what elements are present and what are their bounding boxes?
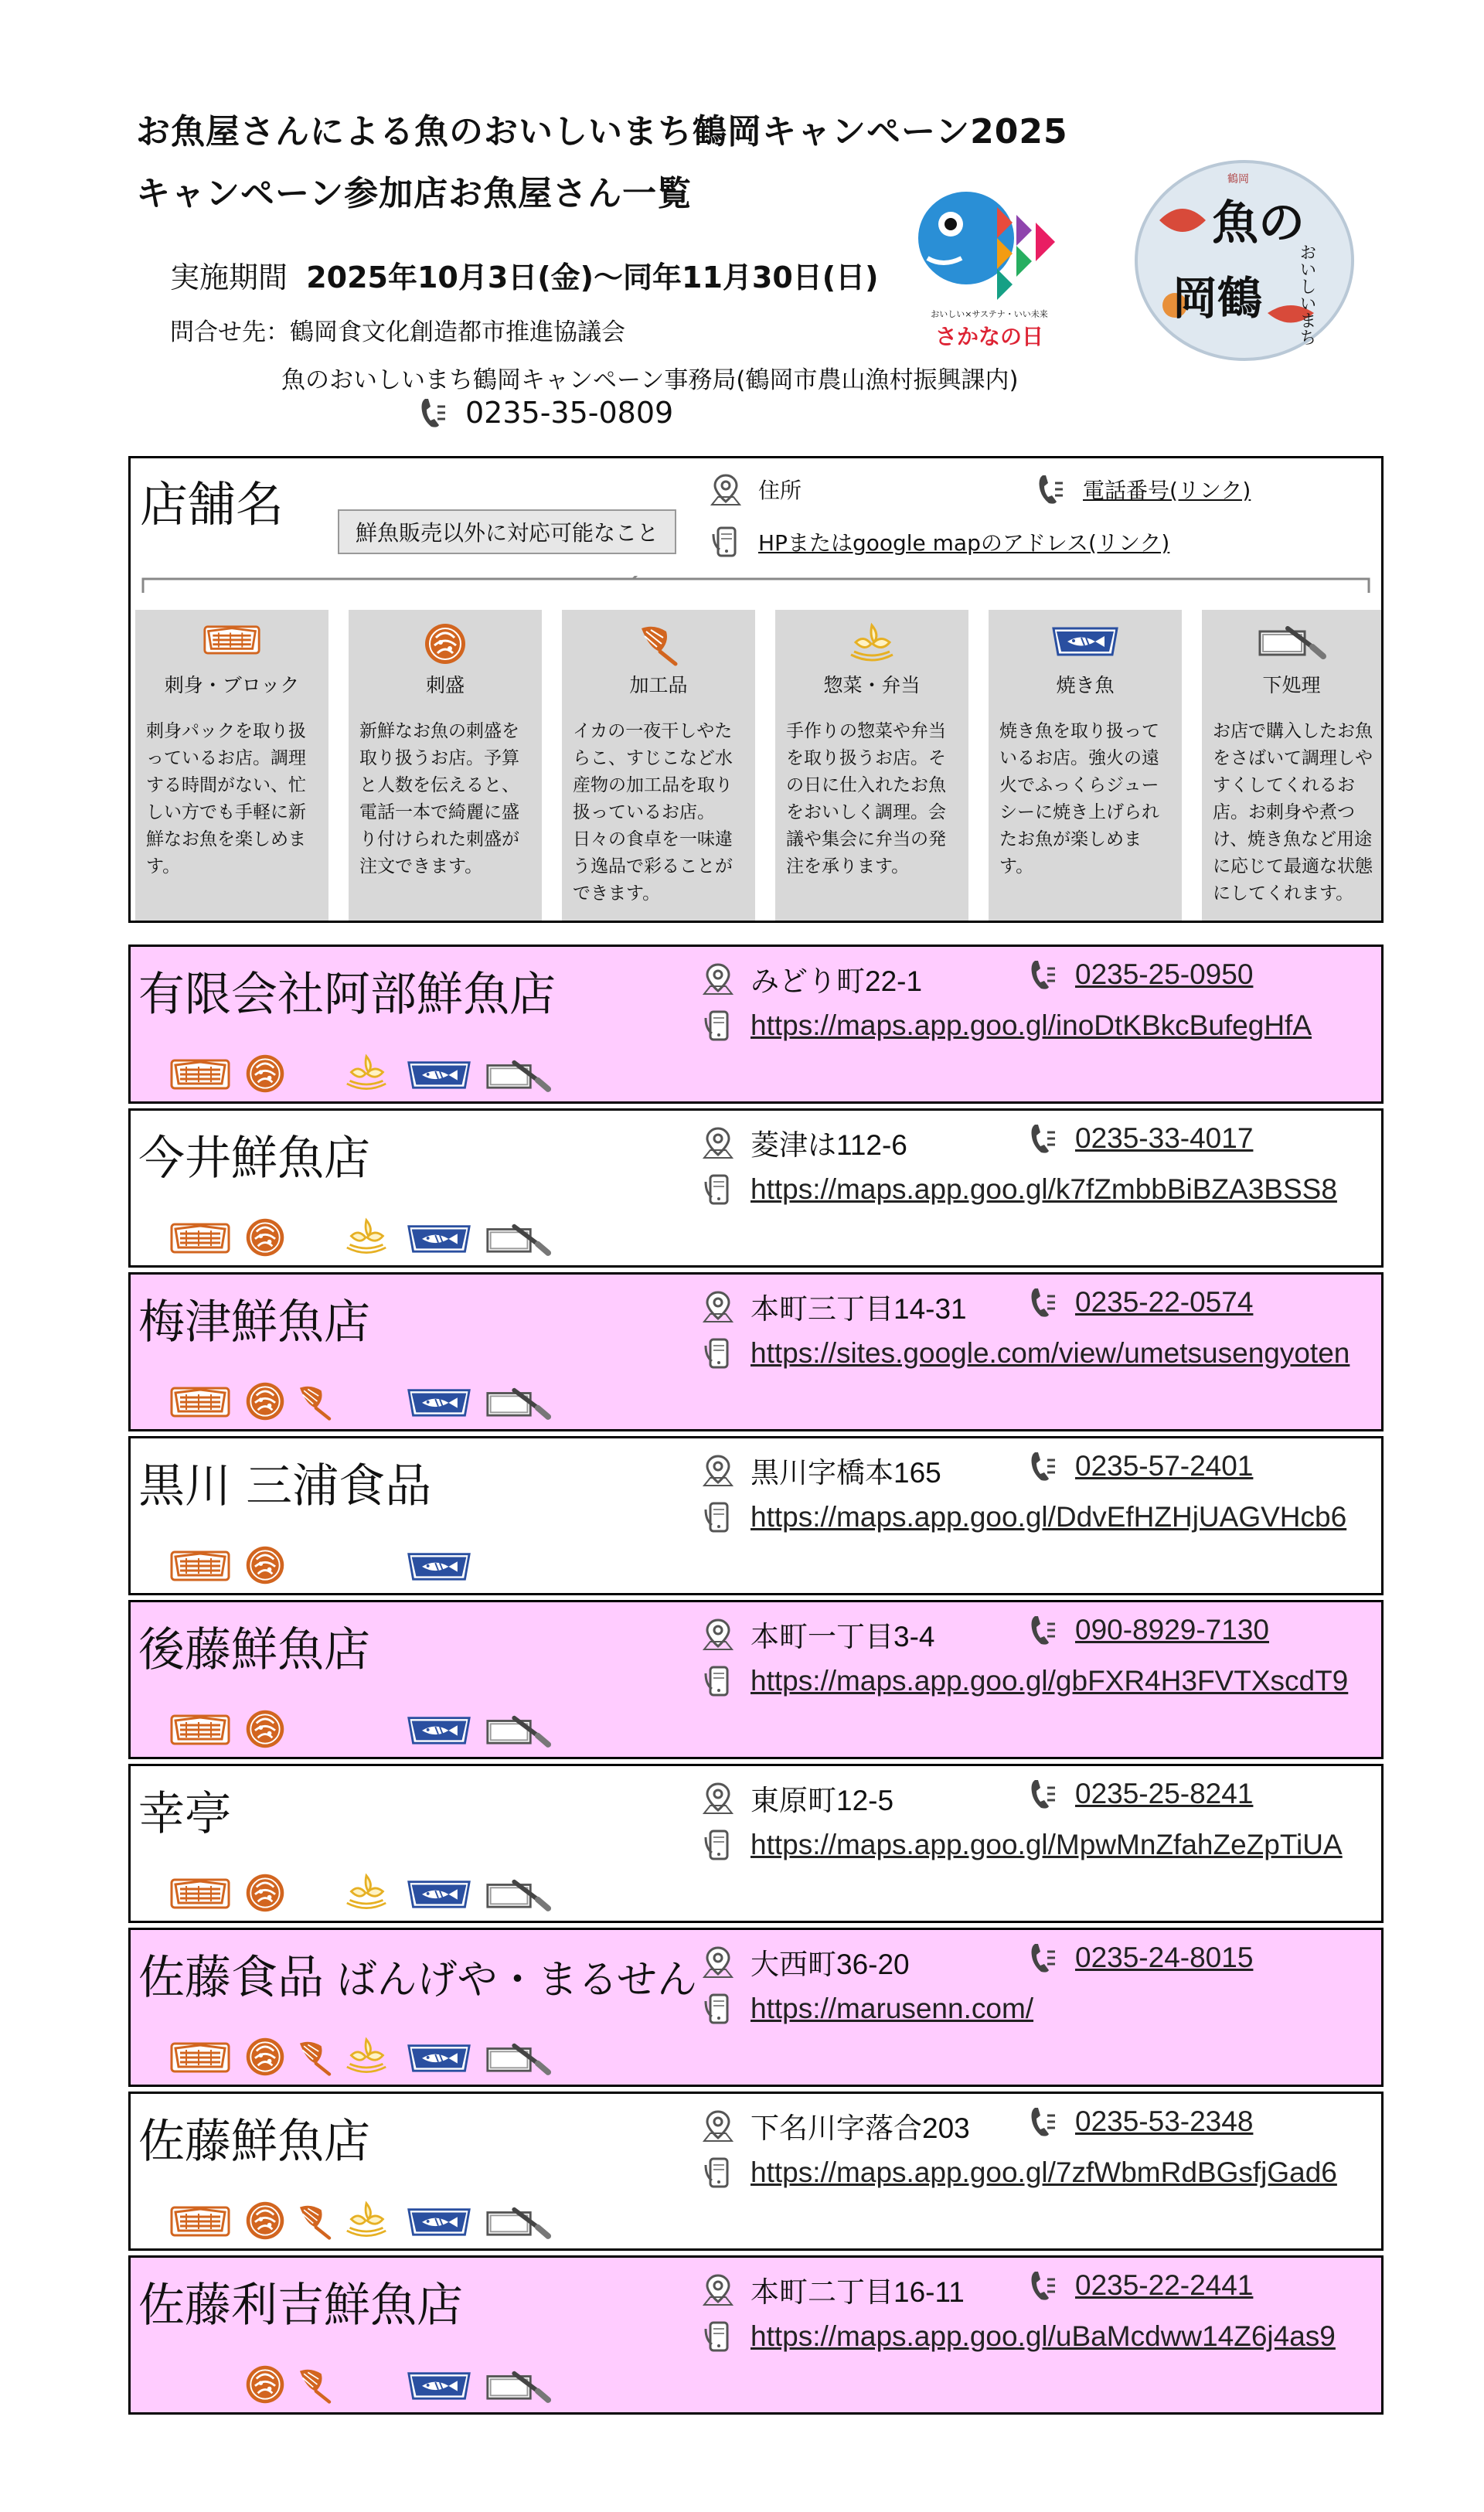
fish-prep-icon (485, 2038, 551, 2075)
processed-food-icon (294, 2364, 335, 2405)
grilled-fish-icon (406, 1055, 472, 1092)
fish-prep-icon (485, 2202, 551, 2239)
contact-phone-number: 0235-35-0809 (465, 396, 674, 430)
grilled-fish-icon (406, 1874, 472, 1911)
store-url-link[interactable] (703, 2156, 1337, 2190)
category-description: イカの一夜干しやたらこ、すじこなど水産物の加工品を取り扱っているお店。日々の食卓を一味違う逸品で彩ることができます。 (573, 721, 733, 904)
store-url-link-text[interactable]: https://maps.app.goo.gl/MpwMnZfahZeZpTiUA (751, 1829, 1343, 1860)
mobile-icon (703, 1828, 733, 1862)
store-address-text: みどり町22-1 (751, 965, 923, 997)
phone-icon (1027, 1449, 1058, 1483)
category-name: 刺盛 (425, 674, 465, 696)
category-description: 刺身パックを取り扱っているお店。調理する時間がない、忙しい方でも手軽に新鮮なお魚を楽しめます。 (146, 721, 306, 876)
store-url-link-text[interactable]: https://maps.app.goo.gl/k7fZmbbBiBZA3BSS8 (751, 1173, 1337, 1205)
phone-icon (1027, 2105, 1058, 2139)
store-name-main: 今井鮮魚店 (138, 1132, 370, 1186)
processed-food-icon (635, 621, 682, 667)
page-subtitle: キャンペーン参加店お魚屋さん一覧 (136, 174, 693, 213)
store-url-link[interactable] (703, 1173, 1337, 1207)
deli-bento-icon (341, 1052, 392, 1095)
category-grilled-fish (989, 610, 1182, 921)
processed-food-icon (294, 1381, 335, 1421)
category-name: 下処理 (1262, 674, 1321, 696)
category-description: お店で購入したお魚をさばいて調理しやすくしてくれるお店。お刺身や煮つけ、焼き魚など用途に応じて最適な状態にしてくれます。 (1213, 721, 1373, 904)
legend-services-note: 鮮魚販売以外に対応可能なこと (338, 509, 676, 554)
store-name (138, 1777, 231, 1843)
tsuruoka-city-text: 鶴岡 (1165, 274, 1262, 319)
store-url-link[interactable] (703, 1992, 1033, 2026)
contact-phone (417, 396, 673, 430)
store-name-main: 梅津鮮魚店 (138, 1295, 370, 1350)
tsuruoka-small-text: 鶴岡 (1227, 173, 1249, 186)
phone-icon (1027, 1941, 1058, 1975)
store-name-main: 後藤鮮魚店 (138, 1623, 370, 1677)
category-name: 惣菜・弁当 (823, 674, 921, 696)
legend-phone-text: 電話番号(リンク) (1083, 478, 1251, 503)
sashimi-platter-icon (243, 1216, 287, 1259)
mobile-icon (703, 1664, 733, 1698)
store-url-link[interactable] (703, 1009, 1312, 1043)
deli-bento-icon (341, 2199, 392, 2242)
fish-prep-icon (485, 1874, 551, 1911)
store-phone-link-text[interactable]: 0235-24-8015 (1075, 1942, 1254, 1973)
map-pin-icon (703, 1617, 733, 1651)
sashimi-block-icon (169, 1218, 231, 1257)
store-address (703, 958, 922, 999)
store-row (128, 1436, 1384, 1595)
store-phone-link[interactable] (1027, 2269, 1253, 2303)
mobile-icon (703, 2320, 733, 2354)
store-phone-link-text[interactable]: 0235-25-0950 (1075, 958, 1254, 990)
sashimi-block-icon (169, 1874, 231, 1912)
fish-prep-icon (1257, 621, 1326, 659)
store-url-link-text[interactable]: https://maps.app.goo.gl/DdvEfHZHjUAGVHcb6 (751, 1501, 1347, 1533)
processed-food-icon (294, 2037, 335, 2077)
store-address-text: 下名川字落合203 (751, 2112, 970, 2144)
store-url-link-text[interactable]: https://maps.app.goo.gl/uBaMcdww14Z6j4as9 (751, 2320, 1336, 2352)
campaign-period (170, 254, 879, 296)
store-address (703, 1777, 893, 1819)
legend-hp-text: HPまたはgoogle mapのアドレス(リンク) (758, 530, 1170, 556)
store-phone-link[interactable] (1027, 1285, 1253, 1319)
store-name (138, 1122, 370, 1188)
legend-box (128, 456, 1384, 923)
map-pin-icon (703, 962, 733, 996)
category-sashimi-block (135, 610, 328, 921)
store-phone-link-text[interactable]: 0235-33-4017 (1075, 1122, 1254, 1154)
store-name (138, 1449, 431, 1516)
sashimi-block-icon (203, 621, 261, 658)
fish-prep-icon (485, 1710, 551, 1748)
store-name-main: 佐藤食品 (138, 1951, 324, 2005)
tsuruoka-logo (1128, 158, 1360, 363)
store-address (703, 1122, 907, 1163)
store-address-text: 本町一丁目3-4 (751, 1621, 935, 1653)
store-address (703, 2269, 965, 2310)
store-row (128, 945, 1384, 1104)
store-url-link-text[interactable]: https://maps.app.goo.gl/gbFXR4H3FVTXscdT9 (751, 1665, 1349, 1697)
store-phone-link[interactable] (1027, 1449, 1253, 1483)
grilled-fish-icon (406, 1710, 472, 1748)
store-row (128, 1108, 1384, 1268)
grilled-fish-icon (406, 1219, 472, 1256)
sashimi-platter-icon (243, 2363, 287, 2406)
mobile-icon (703, 1992, 733, 2026)
store-url-link[interactable] (703, 1500, 1346, 1534)
store-phone-link-text[interactable]: 0235-25-8241 (1075, 1778, 1254, 1809)
map-pin-icon (710, 472, 741, 506)
category-sashimi-platter (349, 610, 542, 921)
category-fish-prep (1202, 610, 1381, 921)
store-name-main: 佐藤鮮魚店 (138, 2115, 370, 2169)
store-address (703, 1613, 934, 1655)
tsuruoka-sub-text: おいしいまち (1297, 243, 1316, 345)
store-address-text: 大西町36-20 (751, 1949, 910, 1980)
mobile-icon (703, 1500, 733, 1534)
store-address (703, 1449, 941, 1491)
sashimi-block-icon (169, 1710, 231, 1748)
map-pin-icon (703, 1945, 733, 1979)
phone-icon (1027, 1285, 1058, 1319)
category-name: 焼き魚 (1056, 674, 1115, 696)
sashimi-block-icon (169, 2037, 231, 2076)
deli-bento-icon (341, 1871, 392, 1915)
store-url-link-text[interactable]: https://sites.google.com/view/umetsusengyoten (751, 1337, 1350, 1369)
deli-bento-icon (341, 1216, 392, 1259)
deli-bento-icon (845, 621, 899, 667)
store-name (138, 1941, 697, 2007)
grilled-fish-icon (406, 2038, 472, 2075)
sashimi-block-icon (169, 1054, 231, 1093)
phone-icon (417, 396, 448, 430)
deli-bento-icon (341, 2035, 392, 2078)
sashimi-platter-icon (243, 1707, 287, 1751)
store-phone-link[interactable] (1027, 1941, 1253, 1975)
phone-icon (1027, 958, 1058, 992)
map-pin-icon (703, 1453, 733, 1487)
store-address (703, 2105, 970, 2146)
contact-organization: 問合せ先：鶴岡食文化創造都市推進協議会 (170, 318, 625, 346)
store-name-main: 黒川 三浦食品 (138, 1459, 432, 1513)
grilled-fish-icon (406, 2366, 472, 2403)
page-title: お魚屋さんによる魚のおいしいまち鶴岡キャンペーン2025 (136, 112, 1068, 151)
sakana-tagline: おいしい×サステナ・いい未来 (931, 309, 1048, 319)
store-row (128, 1764, 1384, 1923)
store-name (138, 2105, 370, 2171)
grilled-fish-icon (406, 1383, 472, 1420)
legend-bracket (141, 576, 1370, 593)
legend-address-text: 住所 (758, 478, 802, 503)
store-phone-link[interactable] (1027, 1613, 1269, 1647)
store-name (138, 1613, 370, 1680)
category-description: 焼き魚を取り扱っているお店。強火の遠火でふっくらジューシーに焼き上げられたお魚が楽しめます。 (999, 721, 1159, 876)
sashimi-platter-icon (243, 1544, 287, 1587)
store-phone-link[interactable] (1027, 958, 1253, 992)
category-name: 加工品 (629, 674, 688, 696)
fish-logo-icon (912, 184, 1067, 308)
tsuruoka-main-text: 魚の (1212, 196, 1305, 250)
fish-prep-icon (485, 1219, 551, 1256)
category-name: 刺身・ブロック (164, 674, 300, 696)
sashimi-block-icon (169, 1382, 231, 1421)
phone-icon (1027, 1777, 1058, 1811)
category-processed (562, 610, 755, 921)
store-address-text: 本町三丁目14-31 (751, 1293, 967, 1325)
store-url-link[interactable] (703, 1828, 1343, 1862)
sakana-no-hi-logo (912, 184, 1067, 349)
store-phone-link-text[interactable]: 0235-53-2348 (1075, 2105, 1254, 2137)
store-name-sub: ばんげや・まるせん (324, 1957, 697, 2003)
category-description: 新鮮なお魚の刺盛を取り扱うお店。予算と人数を伝えると、電話一本で綺麗に盛り付けられた刺盛が注文できます。 (359, 721, 519, 876)
sashimi-platter-icon (243, 1380, 287, 1423)
store-address-text: 東原町12-5 (751, 1785, 894, 1816)
sashimi-platter-icon (243, 1052, 287, 1095)
store-row (128, 1600, 1384, 1759)
store-url-link-text[interactable]: https://maps.app.goo.gl/inoDtKBkcBufegHfA (751, 1009, 1312, 1041)
fish-prep-icon (485, 1383, 551, 1420)
processed-food-icon (294, 2201, 335, 2241)
store-address (703, 1285, 967, 1327)
phone-icon (1027, 2269, 1058, 2303)
fish-prep-icon (485, 2366, 551, 2403)
store-phone-link-text[interactable]: 090-8929-7130 (1075, 1614, 1269, 1646)
phone-icon (1027, 1613, 1058, 1647)
map-pin-icon (703, 2109, 733, 2143)
store-address-text: 菱津は112-6 (751, 1129, 907, 1161)
legend-store-name-label: 店舗名 (140, 476, 284, 533)
store-name (138, 1285, 370, 1352)
fish-prep-icon (485, 1055, 551, 1092)
store-row (128, 1928, 1384, 2087)
mobile-icon (710, 525, 741, 559)
store-row (128, 1272, 1384, 1431)
grilled-fish-icon (406, 2202, 472, 2239)
store-address (703, 1941, 910, 1983)
phone-icon (1027, 1122, 1058, 1156)
map-pin-icon (703, 2272, 733, 2306)
map-pin-icon (703, 1781, 733, 1815)
store-url-link[interactable] (703, 2320, 1336, 2354)
store-phone-link-text[interactable]: 0235-57-2401 (1075, 1450, 1254, 1482)
store-address-text: 本町二丁目16-11 (751, 2276, 965, 2308)
mobile-icon (703, 1009, 733, 1043)
sashimi-block-icon (169, 2201, 231, 2240)
store-url-link[interactable] (703, 1336, 1350, 1370)
grilled-fish-icon (406, 1547, 472, 1584)
contact-office: 魚のおいしいまち鶴岡キャンペーン事務局(鶴岡市農山漁村振興課内) (281, 366, 1019, 394)
store-name (138, 2269, 463, 2335)
category-description: 手作りの惣菜や弁当を取り扱うお店。その日に仕入れたお魚をおいしく調理。会議や集会に弁当の発注を承ります。 (786, 721, 946, 876)
store-phone-link-text[interactable]: 0235-22-2441 (1075, 2269, 1254, 2301)
sashimi-platter-icon (243, 2035, 287, 2078)
store-url-link[interactable] (703, 1664, 1348, 1698)
legend-address-label (710, 472, 802, 506)
grilled-fish-icon (1050, 621, 1120, 659)
store-phone-link[interactable] (1027, 1777, 1253, 1811)
sashimi-block-icon (169, 1546, 231, 1584)
store-name-main: 幸亭 (138, 1787, 231, 1841)
period-label: 実施期間 (170, 260, 288, 294)
store-phone-link[interactable] (1027, 1122, 1253, 1156)
store-address-text: 黒川字橋本165 (751, 1457, 941, 1489)
store-name-main: 佐藤利吉鮮魚店 (138, 2279, 463, 2333)
period-value: 2025年10月3日(金)～同年11月30日(日) (306, 260, 879, 294)
mobile-icon (703, 1336, 733, 1370)
store-phone-link[interactable] (1027, 2105, 1253, 2139)
sashimi-platter-icon (243, 2199, 287, 2242)
mobile-icon (703, 1173, 733, 1207)
store-url-link-text[interactable]: https://marusenn.com/ (751, 1993, 1034, 2024)
store-row (128, 2092, 1384, 2251)
sashimi-platter-icon (243, 1871, 287, 1915)
legend-hp-label (710, 525, 1169, 559)
store-phone-link-text[interactable]: 0235-22-0574 (1075, 1286, 1254, 1318)
map-pin-icon (703, 1289, 733, 1323)
store-name-main: 有限会社阿部鮮魚店 (138, 968, 556, 1022)
sashimi-platter-icon (422, 621, 468, 667)
sakana-name: さかなの日 (934, 324, 1043, 349)
legend-phone-label (1035, 472, 1251, 506)
store-url-link-text[interactable]: https://maps.app.goo.gl/7zfWbmRdBGsfjGad6 (751, 2156, 1337, 2188)
map-pin-icon (703, 1125, 733, 1159)
category-deli-bento (775, 610, 968, 921)
mobile-icon (703, 2156, 733, 2190)
phone-icon (1035, 472, 1066, 506)
store-name (138, 958, 556, 1024)
store-row (128, 2255, 1384, 2415)
